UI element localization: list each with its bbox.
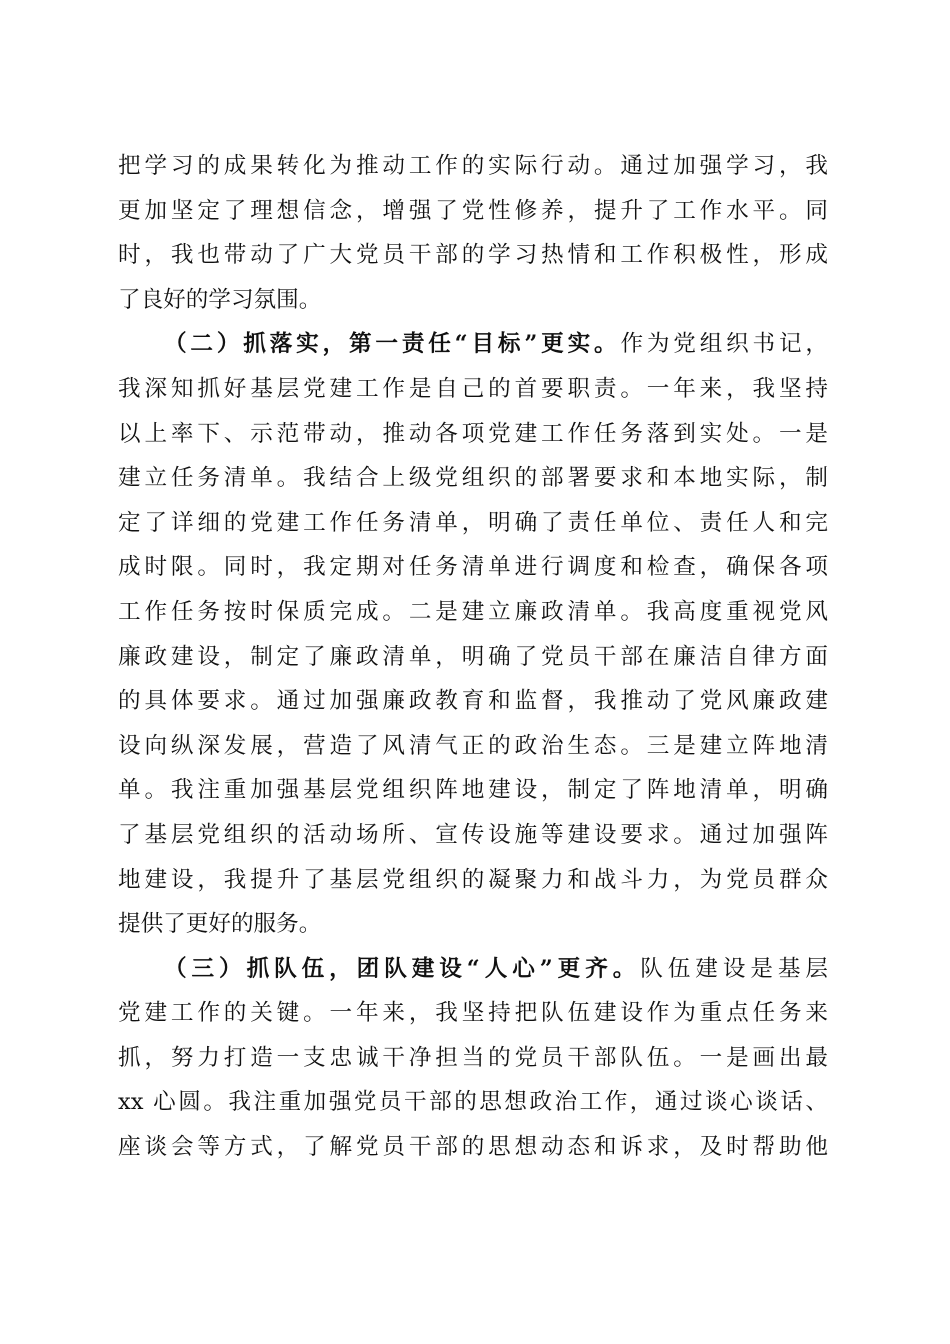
- paragraph-3-line-1: [118, 947, 828, 992]
- paragraph-2-line-8: 廉政建设，制定了廉政清单，明确了党员干部在廉洁自律方面: [118, 643, 828, 670]
- paragraph-2-line-5: 定了详细的党建工作任务清单，明确了责任单位、责任人和完: [118, 509, 828, 536]
- paragraph-2-line-13: 地建设，我提升了基层党组织的凝聚力和战斗力，为党员群众: [118, 866, 828, 893]
- paragraph-2-line-10: 设向纵深发展，营造了风清气正的政治生态。三是建立阵地清: [118, 732, 828, 759]
- paragraph-2-line-9: 的具体要求。通过加强廉政教育和监督，我推动了党风廉政建: [118, 688, 828, 715]
- paragraph-2-line-4: 建立任务清单。我结合上级党组织的部署要求和本地实际，制: [118, 465, 828, 492]
- paragraph-3-line-5: 座谈会等方式，了解党员干部的思想动态和诉求，及时帮助他: [118, 1134, 828, 1161]
- paragraph-3-line-1-text: 队伍建设是基层: [640, 955, 828, 982]
- paragraph-2-line-2: 我深知抓好基层党建工作是自己的首要职责。一年来，我坚持: [118, 375, 828, 402]
- document-body: [118, 144, 828, 1170]
- paragraph-3-line-4: xx 心圆。我注重加强党员干部的思想政治工作，通过谈心谈话、: [118, 1089, 828, 1116]
- section-heading-3: （三）抓队伍，团队建设“人心”更齐。: [164, 955, 641, 982]
- paragraph-2-line-3: 以上率下、示范带动，推动各项党建工作任务落到实处。一是: [118, 420, 828, 447]
- paragraph-1-line-4: 了良好的学习氛围。: [118, 286, 322, 313]
- paragraph-1-line-2: 更加坚定了理想信念，增强了党性修养，提升了工作水平。同: [118, 197, 828, 224]
- paragraph-2-line-7: 工作任务按时保质完成。二是建立廉政清单。我高度重视党风: [118, 598, 828, 625]
- paragraph-2-line-14: 提供了更好的服务。: [118, 911, 322, 938]
- section-heading-2: （二）抓落实，第一责任“目标”更实。: [164, 331, 621, 358]
- paragraph-1-line-3: 时，我也带动了广大党员干部的学习热情和工作积极性，形成: [118, 242, 828, 269]
- paragraph-2-line-1-text: 作为党组织书记，: [620, 331, 828, 358]
- paragraph-2-line-1: [118, 322, 828, 367]
- paragraph-1-line-1: 把学习的成果转化为推动工作的实际行动。通过加强学习，我: [118, 153, 828, 179]
- paragraph-3-line-3: 抓，努力打造一支忠诚干净担当的党员干部队伍。一是画出最: [118, 1044, 828, 1071]
- paragraph-2-line-11: 单。我注重加强基层党组织阵地建设，制定了阵地清单，明确: [118, 777, 828, 804]
- paragraph-2-line-6: 成时限。同时，我定期对任务清单进行调度和检查，确保各项: [118, 554, 828, 581]
- paragraph-3-line-2: 党建工作的关键。一年来，我坚持把队伍建设作为重点任务来: [118, 1000, 828, 1027]
- paragraph-2-line-12: 了基层党组织的活动场所、宣传设施等建设要求。通过加强阵: [118, 821, 828, 848]
